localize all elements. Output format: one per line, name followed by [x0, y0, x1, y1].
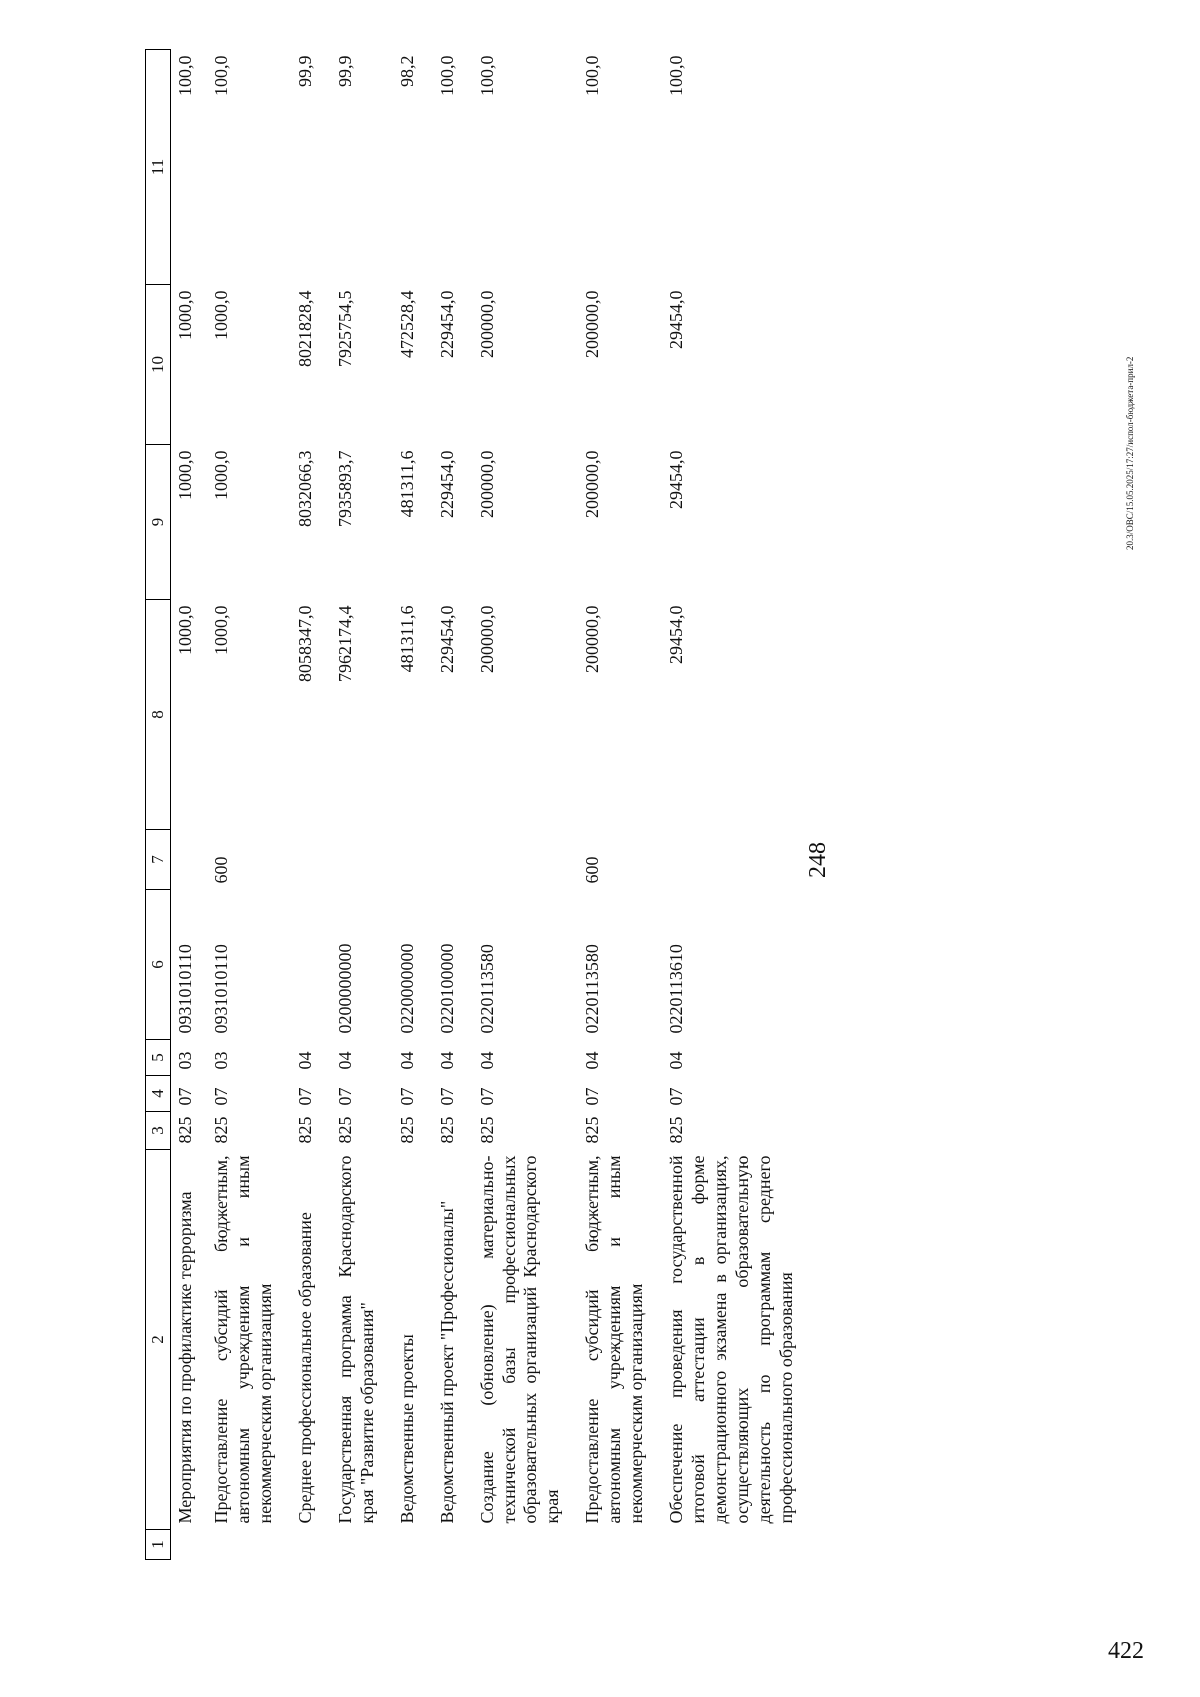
row-col-6: 0220113580 [476, 944, 497, 1034]
row-col-9: 8032066,3 [294, 450, 315, 527]
header-col-5: 5 [146, 1040, 171, 1076]
page-number-bottom: 422 [1108, 1638, 1144, 1664]
row-col-5: 04 [436, 1051, 457, 1070]
row-col-11: 100,0 [476, 55, 497, 96]
document-footer-code: 20.3/ОВС/15.05.2025/17:27/испол-бюджета-прил-2 [1125, 356, 1135, 550]
row-col-11: 99,9 [334, 55, 355, 87]
row-col-3: 825 [210, 1116, 231, 1144]
row-col-5: 04 [294, 1051, 315, 1070]
row-col-9: 200000,0 [476, 450, 497, 518]
row-col-7 [171, 830, 211, 890]
header-col-2: 2 [146, 1150, 171, 1530]
row-col-3: 825 [396, 1116, 417, 1144]
row-col-10: 8021828,4 [294, 290, 315, 367]
row-col-3: 825 [175, 1116, 195, 1144]
row-col-9: 200000,0 [582, 450, 603, 518]
row-col-4: 07 [396, 1087, 417, 1106]
table-row [211, 50, 291, 1560]
row-name: Создание (обновление) материально-технической базы профессиональных образовательных организаций Краснодарского края [476, 1155, 563, 1524]
row-col-8: 481311,6 [396, 605, 417, 673]
row-col-4: 07 [666, 1087, 687, 1106]
row-col-10: 229454,0 [436, 290, 457, 358]
table-row [662, 50, 812, 1560]
table-body [171, 50, 812, 1560]
row-name: Предоставление субсидий бюджетным, автономным учреждениям и иным некоммерческим организациям [210, 1155, 275, 1524]
row-col-10: 7925754,5 [334, 290, 355, 367]
row-col-10: 29454,0 [666, 290, 687, 349]
row-col-10: 200000,0 [476, 290, 497, 358]
budget-table [145, 49, 812, 1560]
row-col-11: 98,2 [396, 55, 417, 87]
row-col-11: 100,0 [582, 55, 603, 96]
row-col-9: 1000,0 [175, 450, 195, 500]
page-number-top: 248 [805, 842, 831, 878]
row-col-5: 03 [210, 1051, 231, 1070]
table-header-row [146, 50, 171, 1560]
row-col-8: 229454,0 [436, 605, 457, 673]
header-col-6: 6 [146, 890, 171, 1040]
row-col-5: 04 [396, 1051, 417, 1070]
row-col-9: 1000,0 [210, 450, 231, 500]
row-col-6: 0220113610 [666, 944, 687, 1034]
header-col-10: 10 [146, 285, 171, 445]
row-col-10: 200000,0 [582, 290, 603, 358]
header-col-3: 3 [146, 1112, 171, 1150]
row-col-7 [662, 830, 812, 890]
header-col-8: 8 [146, 600, 171, 830]
row-name: Государственная программа Краснодарского края "Развитие образования" [334, 1155, 377, 1524]
row-col-10: 472528,4 [396, 290, 417, 358]
row-col-7 [331, 830, 393, 890]
row-col-9: 481311,6 [396, 450, 417, 518]
row-col-3: 825 [294, 1116, 315, 1144]
row-col-3: 825 [334, 1116, 355, 1144]
row-col-6: 0200000000 [334, 943, 355, 1034]
table-row [393, 50, 433, 1560]
row-col-8: 8058347,0 [294, 605, 315, 682]
row-col-8: 1000,0 [175, 605, 195, 655]
row-col-6: 0220100000 [436, 943, 457, 1034]
row-col-6: 0220113580 [582, 944, 603, 1034]
rotated-sheet [40, 40, 1135, 1600]
row-name: Ведомственный проект "Профессионалы" [436, 1200, 457, 1524]
row-col-5: 04 [582, 1051, 603, 1070]
row-col-8: 29454,0 [666, 605, 687, 664]
row-col-9: 29454,0 [666, 450, 687, 509]
header-col-9: 9 [146, 445, 171, 600]
row-col-9: 7935893,7 [334, 450, 355, 527]
header-col-11: 11 [146, 50, 171, 285]
row-col-10: 1000,0 [210, 290, 231, 340]
row-name: Мероприятия по профилактике терроризма [175, 1191, 195, 1524]
row-name: Предоставление субсидий бюджетным, автономным учреждениям и иным некоммерческим организациям [582, 1155, 647, 1524]
row-col-5: 04 [666, 1051, 687, 1070]
row-col-11: 100,0 [436, 55, 457, 96]
row-col-3: 825 [666, 1116, 687, 1144]
row-col-4: 07 [210, 1087, 231, 1106]
header-col-7: 7 [146, 830, 171, 890]
row-col-11: 100,0 [175, 55, 195, 96]
row-name: Обеспечение проведения государственной итоговой аттестации в форме демонстрационного экзамена в организациях, осуществляющих образовательную деятельность по программам среднего профессионального образования [666, 1155, 797, 1524]
row-name: Среднее профессиональное образование [294, 1212, 315, 1524]
table-row [473, 50, 579, 1560]
row-col-11: 100,0 [666, 55, 687, 96]
row-col-6 [291, 890, 331, 1040]
table-row [291, 50, 331, 1560]
row-col-6: 0220000000 [396, 943, 417, 1034]
row-col-5: 04 [334, 1051, 355, 1070]
row-col-7 [433, 830, 473, 890]
row-col-7 [473, 830, 579, 890]
row-col-4: 07 [582, 1087, 603, 1106]
row-col-6: 0931010110 [175, 944, 195, 1034]
table-row [578, 50, 662, 1560]
row-col-7: 600 [582, 856, 603, 884]
row-col-7: 600 [210, 856, 231, 884]
row-col-3: 825 [476, 1116, 497, 1144]
row-col-4: 07 [334, 1087, 355, 1106]
row-col-11: 99,9 [294, 55, 315, 87]
row-col-4: 07 [294, 1087, 315, 1106]
row-col-3: 825 [582, 1116, 603, 1144]
row-col-8: 1000,0 [210, 605, 231, 655]
row-col-8: 7962174,4 [334, 605, 355, 682]
table-row [331, 50, 393, 1560]
row-col-6: 0931010110 [210, 944, 231, 1034]
table-row [433, 50, 473, 1560]
header-col-4: 4 [146, 1076, 171, 1112]
row-col-4: 07 [476, 1087, 497, 1106]
row-col-10: 1000,0 [175, 290, 195, 340]
row-col-4: 07 [436, 1087, 457, 1106]
row-col-7 [291, 830, 331, 890]
row-col-11: 100,0 [210, 55, 231, 96]
header-col-1: 1 [146, 1530, 171, 1560]
row-col-8: 200000,0 [582, 605, 603, 673]
table-row [171, 50, 211, 1560]
row-col-9: 229454,0 [436, 450, 457, 518]
row-col-4: 07 [175, 1087, 195, 1106]
row-col-5: 04 [476, 1051, 497, 1070]
row-col-7 [393, 830, 433, 890]
row-col-3: 825 [436, 1116, 457, 1144]
row-col-8: 200000,0 [476, 605, 497, 673]
row-name: Ведомственные проекты [396, 1334, 417, 1524]
row-col-5: 03 [175, 1051, 195, 1070]
